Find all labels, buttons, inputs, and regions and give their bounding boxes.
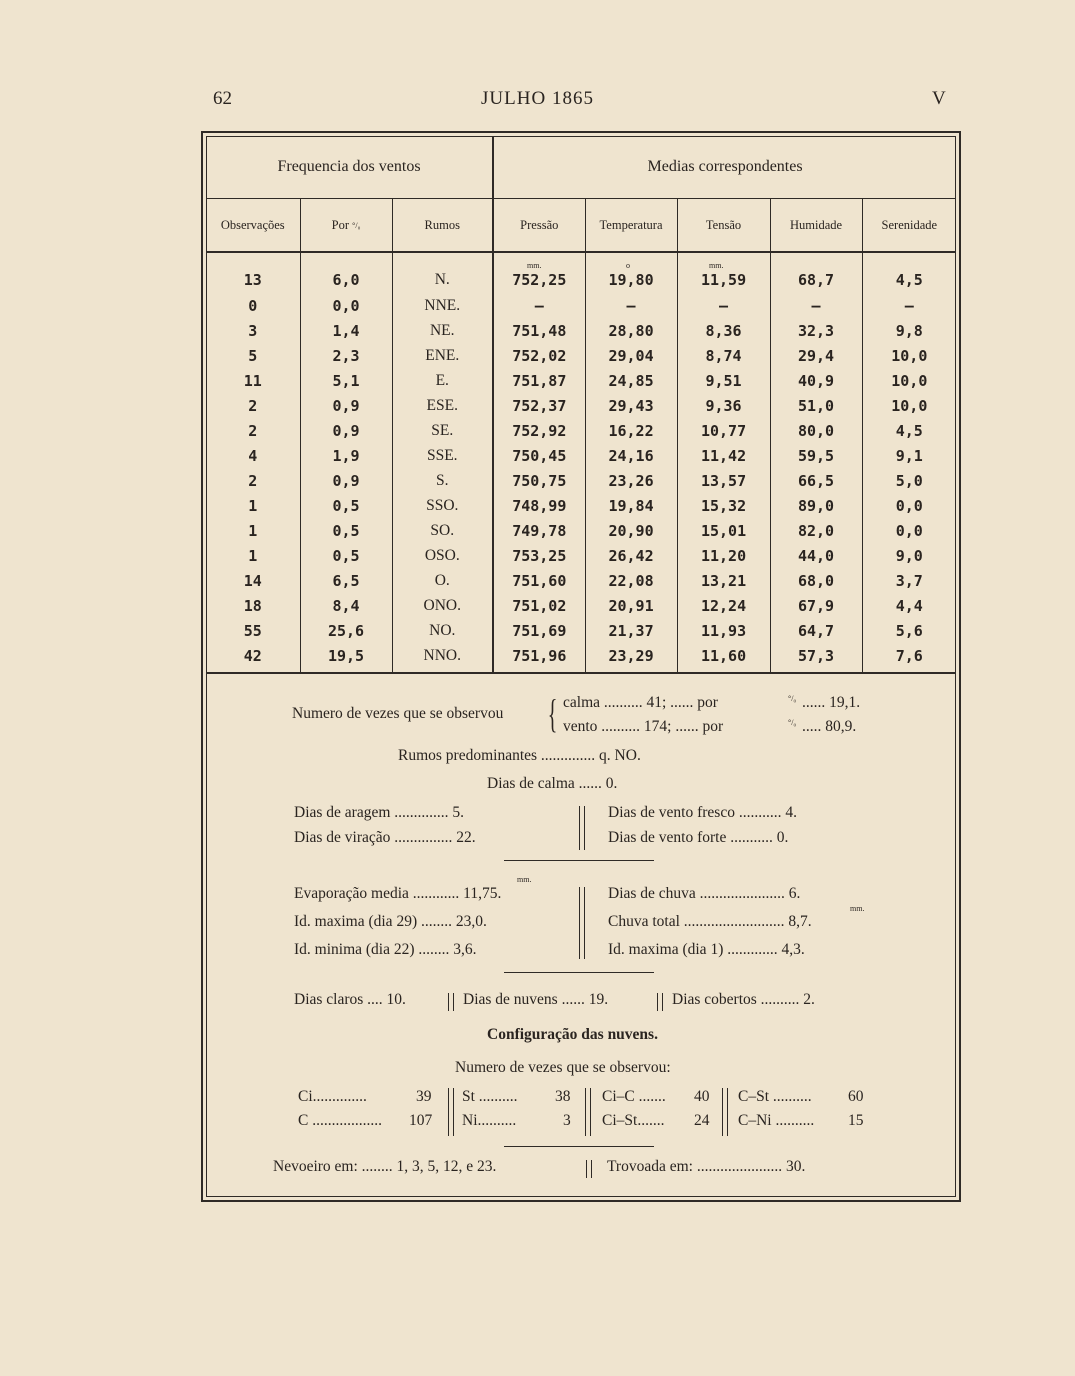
- cell-pressao: 750,75: [493, 468, 585, 493]
- cell-pressao: 752,37: [493, 393, 585, 418]
- running-head: [0, 88, 1075, 116]
- table-row: [206, 518, 956, 543]
- cell-observacoes: 2: [206, 418, 300, 443]
- table-row: [206, 443, 956, 468]
- chuva-maxima: Id. maxima (dia 1) ............. 4,3.: [608, 941, 805, 958]
- col-header-observacoes: Observações: [206, 199, 300, 253]
- cell-rumo: NNE.: [392, 293, 493, 318]
- cell-humidade: 57,3: [770, 643, 862, 674]
- cell-temperatura: 20,90: [585, 518, 677, 543]
- cell-tensao: 13,21: [677, 568, 770, 593]
- cell-rumo: OSO.: [392, 543, 493, 568]
- cell-serenidade: 0,0: [895, 521, 923, 540]
- cloud-label-ci: Ci..............: [298, 1088, 367, 1105]
- id-minima: Id. minima (dia 22) ........ 3,6.: [294, 941, 477, 958]
- dias-vento-forte: Dias de vento forte ........... 0.: [608, 829, 789, 846]
- cell-pressao: 751,69: [493, 618, 585, 643]
- cell-tensao: 11,20: [677, 543, 770, 568]
- cell-por: 0,9: [300, 393, 392, 418]
- cell-temperatura: 23,26: [585, 468, 677, 493]
- cell-temperatura: 16,22: [585, 418, 677, 443]
- cell-pressao: 750,45: [493, 443, 585, 468]
- double-divider: [448, 1088, 454, 1136]
- cell-observacoes: 1: [206, 543, 300, 568]
- cell-pressao: 752,25: [493, 252, 585, 293]
- rumos-predominantes: Rumos predominantes .............. q. NO.: [398, 747, 641, 764]
- cell-pressao: 749,78: [493, 518, 585, 543]
- vento-value: ..... 80,9.: [802, 718, 857, 735]
- cloud-value-ci-st: 24: [694, 1112, 710, 1129]
- cell-pressao: 751,48: [493, 318, 585, 343]
- cell-humidade: 89,0: [770, 493, 862, 518]
- cell-serenidade: 5,0: [895, 471, 923, 490]
- page-number: 62: [213, 88, 232, 109]
- double-divider: [579, 806, 585, 850]
- cell-observacoes: 4: [206, 443, 300, 468]
- cloud-label-c-ni: C–Ni ..........: [738, 1112, 815, 1129]
- cell-tensao: 8,74: [677, 343, 770, 368]
- cell-pressao: 751,96: [493, 643, 585, 674]
- cell-rumo: E.: [392, 368, 493, 393]
- cell-serenidade: 4,4: [895, 596, 923, 615]
- cell-pressao: 751,60: [493, 568, 585, 593]
- cell-tensao: 8,36: [677, 318, 770, 343]
- cell-por: 1,9: [300, 443, 392, 468]
- table-row: [206, 343, 956, 368]
- dias-nuvens: Dias de nuvens ...... 19.: [463, 991, 609, 1008]
- cell-tensao: 12,24: [677, 593, 770, 618]
- cell-temperatura: 29,43: [585, 393, 677, 418]
- cloud-value-ni: 3: [563, 1112, 571, 1129]
- table-row: [206, 418, 956, 443]
- cell-humidade: 68,0: [770, 568, 862, 593]
- cell-temperatura: 26,42: [585, 543, 677, 568]
- double-divider: [579, 887, 585, 959]
- table-body: [206, 252, 956, 674]
- cell-serenidade: 10,0: [891, 371, 928, 390]
- volume-number: V: [932, 88, 946, 109]
- cell-por: 5,1: [300, 368, 392, 393]
- table-row: [206, 493, 956, 518]
- cell-pressao: 752,92: [493, 418, 585, 443]
- cell-rumo: SO.: [392, 518, 493, 543]
- cell-serenidade: 10,0: [891, 346, 928, 365]
- col-header-por-label: Por: [331, 217, 350, 232]
- cell-observacoes: 5: [206, 343, 300, 368]
- cell-tensao: 11,93: [677, 618, 770, 643]
- section-rule: [504, 1146, 654, 1147]
- dias-viracao: Dias de viração ............... 22.: [294, 829, 476, 846]
- cell-humidade: 67,9: [770, 593, 862, 618]
- calma-line: calma .......... 41; ...... por: [563, 694, 718, 711]
- unit-temperatura: o: [626, 261, 630, 270]
- table-bottom-rule: [206, 672, 956, 674]
- cell-observacoes: 1: [206, 518, 300, 543]
- table-row: [206, 543, 956, 568]
- cell-temperatura: —: [585, 293, 677, 318]
- cell-por: 0,5: [300, 543, 392, 568]
- cell-por: 25,6: [300, 618, 392, 643]
- cell-por: 19,5: [300, 643, 392, 674]
- table-row: [206, 252, 956, 293]
- cell-serenidade: 0,0: [895, 496, 923, 515]
- config-title: Configuração das nuvens.: [487, 1026, 658, 1043]
- table-row: [206, 293, 956, 318]
- config-subtitle: Numero de vezes que se observou:: [455, 1059, 671, 1076]
- unit-evaporacao: mm.: [517, 875, 532, 884]
- cell-por: 6,5: [300, 568, 392, 593]
- cell-serenidade: 10,0: [891, 396, 928, 415]
- col-header-serenidade: Serenidade: [862, 199, 956, 253]
- cell-por: 8,4: [300, 593, 392, 618]
- cell-humidade: 80,0: [770, 418, 862, 443]
- brace: {: [547, 691, 558, 736]
- nevoeiro: Nevoeiro em: ........ 1, 3, 5, 12, e 23.: [273, 1158, 497, 1175]
- cell-humidade: 29,4: [770, 343, 862, 368]
- cell-humidade: 32,3: [770, 318, 862, 343]
- cloud-label-c: C ..................: [298, 1112, 382, 1129]
- cell-temperatura: 28,80: [585, 318, 677, 343]
- col-header-temperatura: Temperatura: [585, 199, 677, 253]
- cell-pressao: 751,87: [493, 368, 585, 393]
- double-divider: [585, 1088, 591, 1136]
- cell-observacoes: 13: [206, 252, 300, 293]
- double-divider: [657, 993, 663, 1011]
- observed-label: Numero de vezes que se observou: [292, 705, 504, 722]
- cell-serenidade: —: [904, 296, 914, 315]
- cell-tensao: 11,60: [677, 643, 770, 674]
- cell-humidade: 40,9: [770, 368, 862, 393]
- cell-rumo: NO.: [392, 618, 493, 643]
- col-header-rumos: Rumos: [392, 199, 493, 253]
- dias-claros: Dias claros .... 10.: [294, 991, 406, 1008]
- vento-line: vento .......... 174; ...... por: [563, 718, 724, 735]
- cell-temperatura: 19,84: [585, 493, 677, 518]
- cell-tensao: 9,51: [677, 368, 770, 393]
- cell-serenidade: 9,1: [895, 446, 923, 465]
- cell-temperatura: 24,85: [585, 368, 677, 393]
- cell-tensao: —: [677, 293, 770, 318]
- cloud-value-c-st: 60: [848, 1088, 864, 1105]
- cell-observacoes: 42: [206, 643, 300, 674]
- trovoada: Trovoada em: ...................... 30.: [607, 1158, 806, 1175]
- cloud-value-ci-c: 40: [694, 1088, 710, 1105]
- dias-vento-fresco: Dias de vento fresco ........... 4.: [608, 804, 797, 821]
- cell-tensao: 13,57: [677, 468, 770, 493]
- cell-humidade: 66,5: [770, 468, 862, 493]
- cell-temperatura: 24,16: [585, 443, 677, 468]
- cell-observacoes: 14: [206, 568, 300, 593]
- page-title: JULHO 1865: [481, 88, 594, 109]
- cloud-value-st: 38: [555, 1088, 571, 1105]
- unit-chuva: mm.: [850, 904, 865, 913]
- col-header-por: [300, 199, 392, 253]
- cell-pressao: 753,25: [493, 543, 585, 568]
- cell-humidade: 44,0: [770, 543, 862, 568]
- cell-humidade: 59,5: [770, 443, 862, 468]
- cell-tensao: 9,36: [677, 393, 770, 418]
- cell-temperatura: 20,91: [585, 593, 677, 618]
- cloud-label-c-st: C–St ..........: [738, 1088, 812, 1105]
- cell-pressao: —: [493, 293, 585, 318]
- calma-frac: °/₀: [788, 694, 797, 703]
- cell-temperatura: 29,04: [585, 343, 677, 368]
- cell-observacoes: 11: [206, 368, 300, 393]
- cell-por: 0,9: [300, 468, 392, 493]
- cell-humidade: —: [770, 293, 862, 318]
- cell-pressao: 748,99: [493, 493, 585, 518]
- cloud-label-ni: Ni..........: [462, 1112, 517, 1129]
- table-row: [206, 643, 956, 674]
- double-divider: [586, 1160, 592, 1178]
- cloud-label-ci-c: Ci–C .......: [602, 1088, 666, 1105]
- double-divider: [448, 993, 454, 1011]
- vento-frac: °/₀: [788, 718, 797, 727]
- cell-pressao: 751,02: [493, 593, 585, 618]
- dias-aragem: Dias de aragem .............. 5.: [294, 804, 465, 821]
- section-rule: [504, 972, 654, 973]
- table-row: [206, 393, 956, 418]
- double-divider: [722, 1088, 728, 1136]
- cell-por: 0,5: [300, 493, 392, 518]
- id-maxima: Id. maxima (dia 29) ........ 23,0.: [294, 913, 487, 930]
- cell-observacoes: 55: [206, 618, 300, 643]
- cell-temperatura: 22,08: [585, 568, 677, 593]
- cell-rumo: NE.: [392, 318, 493, 343]
- cloud-label-ci-st: Ci–St.......: [602, 1112, 665, 1129]
- calma-value: ...... 19,1.: [802, 694, 861, 711]
- cell-tensao: 10,77: [677, 418, 770, 443]
- cell-humidade: 82,0: [770, 518, 862, 543]
- cell-tensao: 15,01: [677, 518, 770, 543]
- table-row: [206, 368, 956, 393]
- cell-pressao: 752,02: [493, 343, 585, 368]
- table-row: [206, 468, 956, 493]
- cell-rumo: ESE.: [392, 393, 493, 418]
- group-header-frequencia: Frequencia dos ventos: [206, 136, 493, 199]
- cell-observacoes: 18: [206, 593, 300, 618]
- col-header-pressao: Pressão: [493, 199, 585, 253]
- cell-temperatura: 23,29: [585, 643, 677, 674]
- cell-por: 0,9: [300, 418, 392, 443]
- cell-serenidade: 9,8: [895, 321, 923, 340]
- cell-tensao: 11,59: [677, 252, 770, 293]
- unit-pressao: mm.: [527, 261, 542, 270]
- group-header-medias: Medias correspondentes: [493, 136, 956, 199]
- cell-por: 1,4: [300, 318, 392, 343]
- dias-cobertos: Dias cobertos .......... 2.: [672, 991, 815, 1008]
- cell-serenidade: 3,7: [895, 571, 923, 590]
- cell-serenidade: 7,6: [895, 646, 923, 665]
- cell-serenidade: 9,0: [895, 546, 923, 565]
- cell-serenidade: 4,5: [895, 421, 923, 440]
- table-row: [206, 618, 956, 643]
- cell-rumo: SSE.: [392, 443, 493, 468]
- chuva-total: Chuva total .......................... 8,7.: [608, 913, 812, 930]
- section-rule: [504, 860, 654, 861]
- table-row: [206, 593, 956, 618]
- cloud-value-c: 107: [409, 1112, 433, 1129]
- cell-rumo: N.: [392, 252, 493, 293]
- wind-frequency-table: [206, 136, 956, 674]
- unit-tensao: mm.: [709, 261, 724, 270]
- cell-serenidade: 4,5: [895, 271, 923, 289]
- cell-por: 0,5: [300, 518, 392, 543]
- cell-rumo: SE.: [392, 418, 493, 443]
- cell-serenidade: 5,6: [895, 621, 923, 640]
- dias-calma: Dias de calma ...... 0.: [487, 775, 618, 792]
- cell-rumo: ONO.: [392, 593, 493, 618]
- col-header-humidade: Humidade: [770, 199, 862, 253]
- cell-humidade: 68,7: [770, 252, 862, 293]
- cell-observacoes: 2: [206, 468, 300, 493]
- cell-observacoes: 3: [206, 318, 300, 343]
- cell-rumo: S.: [392, 468, 493, 493]
- cell-observacoes: 2: [206, 393, 300, 418]
- cell-tensao: 11,42: [677, 443, 770, 468]
- table-row: [206, 568, 956, 593]
- cell-rumo: NNO.: [392, 643, 493, 674]
- cell-humidade: 51,0: [770, 393, 862, 418]
- cloud-value-ci: 39: [416, 1088, 432, 1105]
- cell-temperatura: 21,37: [585, 618, 677, 643]
- cell-por: 0,0: [300, 293, 392, 318]
- per-cent-symbol: °/₀: [352, 220, 361, 230]
- cell-por: 6,0: [300, 252, 392, 293]
- table-row: [206, 318, 956, 343]
- cell-rumo: O.: [392, 568, 493, 593]
- cloud-label-st: St ..........: [462, 1088, 518, 1105]
- cloud-value-c-ni: 15: [848, 1112, 864, 1129]
- col-header-tensao: Tensão: [677, 199, 770, 253]
- cell-tensao: 15,32: [677, 493, 770, 518]
- cell-rumo: ENE.: [392, 343, 493, 368]
- cell-observacoes: 1: [206, 493, 300, 518]
- cell-humidade: 64,7: [770, 618, 862, 643]
- dias-chuva: Dias de chuva ...................... 6.: [608, 885, 801, 902]
- evaporacao-media: Evaporação media ............ 11,75.: [294, 885, 502, 902]
- cell-por: 2,3: [300, 343, 392, 368]
- cell-observacoes: 0: [206, 293, 300, 318]
- cell-rumo: SSO.: [392, 493, 493, 518]
- cell-temperatura: 19,80: [585, 252, 677, 293]
